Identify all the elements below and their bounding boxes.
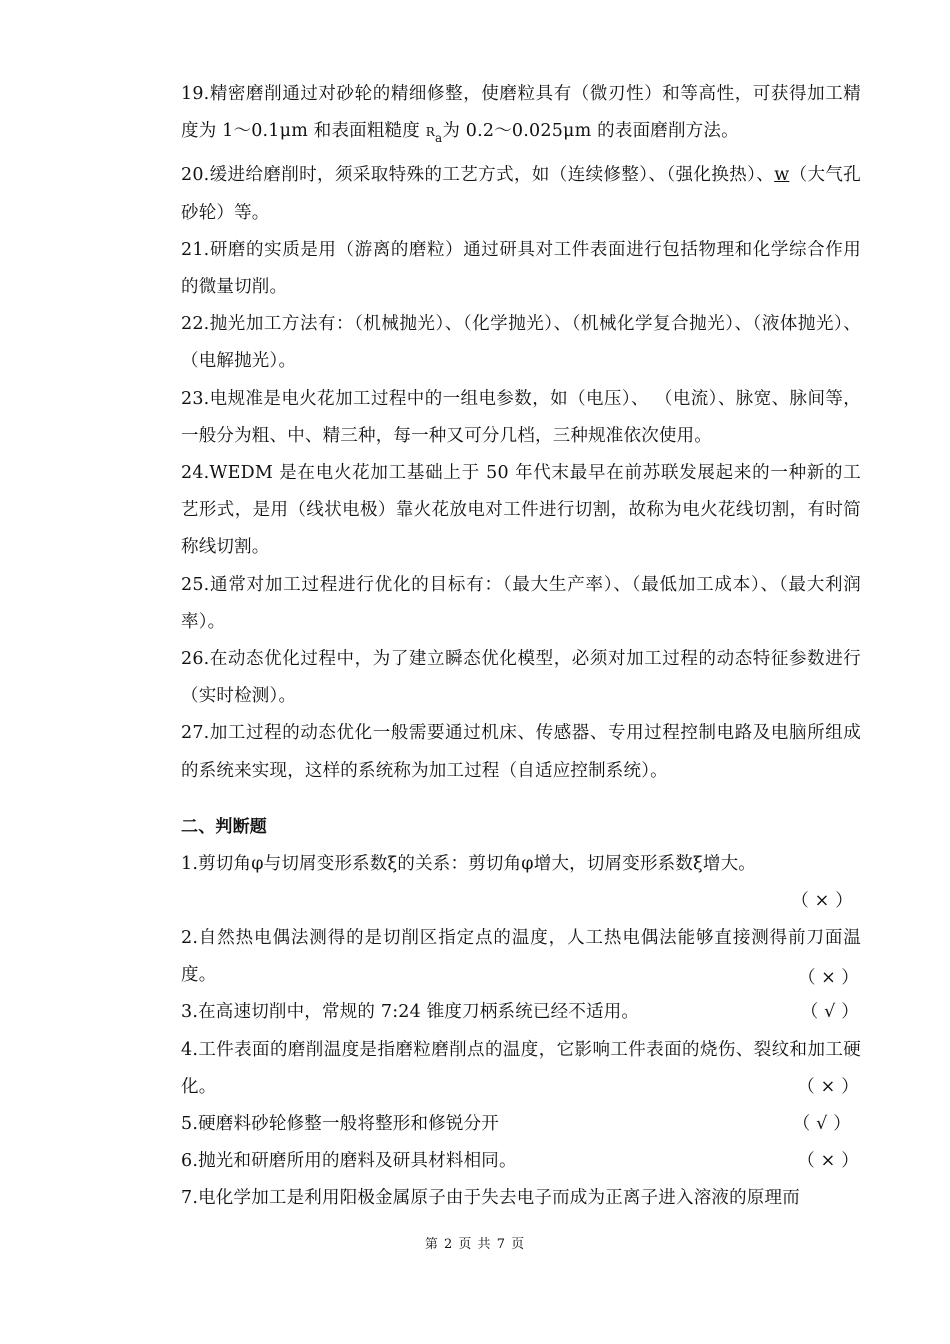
question-25: 25.通常对加工过程进行优化的目标有：（最大生产率）、（最低加工成本）、（最大利润率）。 bbox=[181, 574, 861, 632]
page-footer: 第 2 页 共 7 页 bbox=[424, 1237, 526, 1252]
judge-mark-1: （ × ） bbox=[791, 891, 853, 912]
judge-item-6 bbox=[181, 1143, 861, 1180]
judge-mark-6: （ × ） bbox=[797, 1151, 859, 1172]
section-title-judgment: 二、判断题 bbox=[181, 816, 267, 837]
judge-text-4: 4.工件表面的磨削温度是指磨粒磨削点的温度，它影响工件表面的烧伤、裂纹和加工硬化。 bbox=[181, 1039, 861, 1097]
judge-item-5 bbox=[181, 1106, 861, 1143]
judge-item-1: 1.剪切角φ与切屑变形系数ξ的关系：剪切角φ增大，切屑变形系数ξ增大。 bbox=[181, 853, 756, 874]
judge-mark-5: （ √ ） bbox=[792, 1114, 851, 1135]
question-26: 26.在动态优化过程中，为了建立瞬态优化模型，必须对加工过程的动态特征参数进行（实时检测）。 bbox=[181, 649, 861, 707]
judge-text-5: 5.硬磨料砂轮修整一般将整形和修锐分开 bbox=[181, 1114, 499, 1135]
question-27: 27.加工过程的动态优化一般需要通过机床、传感器、专用过程控制电路及电脑所组成的系统来实现，这样的系统称为加工过程（自适应控制系统）。 bbox=[181, 723, 861, 781]
judge-item-3 bbox=[181, 994, 861, 1031]
judge-item-2 bbox=[181, 920, 861, 994]
judge-text-2: 2.自然热电偶法测得的是切削区指定点的温度，人工热电偶法能够直接测得前刀面温度。 bbox=[181, 928, 861, 986]
judge-mark-2: （ × ） bbox=[798, 968, 859, 989]
judge-text-6: 6.抛光和研磨所用的磨料及研具材料相同。 bbox=[181, 1151, 517, 1172]
underlined-mark: w bbox=[774, 165, 790, 186]
ra-symbol: R bbox=[425, 125, 435, 140]
judge-text-3: 3.在高速切削中，常规的 7:24 锥度刀柄系统已经不适用。 bbox=[181, 1002, 640, 1023]
judge-item-7: 7.电化学加工是利用阳极金属原子由于失去电子而成为正离子进入溶液的原理而 bbox=[181, 1188, 800, 1209]
question-20: 20.缓进给磨削时，须采取特殊的工艺方式，如（连续修整）、（强化换热）、w（大气孔砂轮）等。 bbox=[181, 165, 861, 223]
question-22: 22.抛光加工方法有：（机械抛光）、（化学抛光）、（机械化学复合抛光）、（液体抛光）、（电解抛光）。 bbox=[181, 314, 861, 372]
question-23: 23.电规准是电火花加工过程中的一组电参数，如（电压）、 （电流）、脉宽、脉间等，一般分为粗、中、精三种，每一种又可分几档，三种规准依次使用。 bbox=[181, 388, 861, 446]
page-content bbox=[181, 76, 861, 1218]
question-19: 19.精密磨削通过对砂轮的精细修整，使磨粒具有（微刃性）和等高性，可获得加工精度为 1～0.1μm 和表面粗糙度 $R_a$为 0.2～0.025μm 的表面磨削方法。 bbox=[181, 84, 861, 146]
ra-subscript: a bbox=[434, 131, 443, 146]
judge-mark-4: （ × ） bbox=[797, 1076, 859, 1097]
judge-mark-3: （ √ ） bbox=[800, 1002, 859, 1023]
judge-item-4 bbox=[181, 1032, 861, 1106]
question-21: 21.研磨的实质是用（游离的磨粒）通过研具对工件表面进行包括物理和化学综合作用的微量切削。 bbox=[181, 239, 861, 298]
question-24: 24.WEDM 是在电火花加工基础上于 50 年代末最早在前苏联发展起来的一种新的工艺形式，是用（线状电极）靠火花放电对工件进行切割，故称为电火花线切割，有时简称线切割。 bbox=[181, 463, 861, 558]
